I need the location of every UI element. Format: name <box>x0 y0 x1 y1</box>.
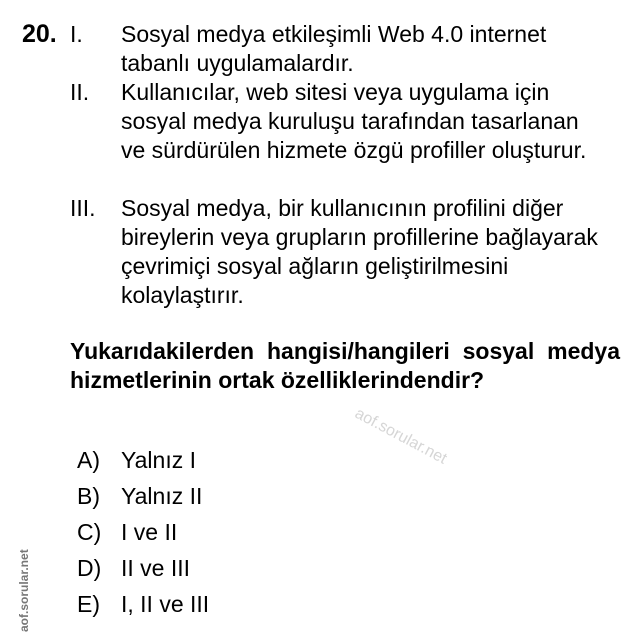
option-b-text: Yalnız II <box>121 483 203 509</box>
question-prompt: Yukarıdakilerden hangisi/hangileri sosyal medya hizmetlerinin ortak özelliklerindendir? <box>70 338 620 393</box>
statement-1-text: Sosyal medya etkileşimli Web 4.0 internet tabanlı uygulamalardır. <box>121 21 547 76</box>
option-e-text: I, II ve III <box>121 591 210 617</box>
option-a-text: Yalnız I <box>121 447 196 473</box>
option-a-letter: A) <box>77 447 100 473</box>
statement-2-text: Kullanıcılar, web sitesi veya uygulama için sosyal medya kuruluşu tarafından tasarlanan ve sürdürülen hizmete özgü profiller oluşturur. <box>121 79 587 163</box>
statement-3-text: Sosyal medya, bir kullanıcının profilini diğer bireylerin veya grupların profillerine bağlayarak çevrimiçi sosyal ağların geliştirilmesini kolaylaştırır. <box>121 195 598 308</box>
statement-1-roman: I. <box>70 21 83 47</box>
statement-2-roman: II. <box>70 79 90 105</box>
option-d-letter: D) <box>77 555 102 581</box>
option-d-text: II ve III <box>121 555 191 581</box>
option-e-letter: E) <box>77 591 100 617</box>
option-c-letter: C) <box>77 519 102 545</box>
option-b-letter: B) <box>77 483 100 509</box>
question-number: 20. <box>22 20 57 48</box>
statement-3-roman: III. <box>70 195 96 221</box>
watermark-center: aof.sorular.net <box>352 405 450 468</box>
option-c-text: I ve II <box>121 519 178 545</box>
watermark-side: aof.sorular.net <box>17 549 31 632</box>
